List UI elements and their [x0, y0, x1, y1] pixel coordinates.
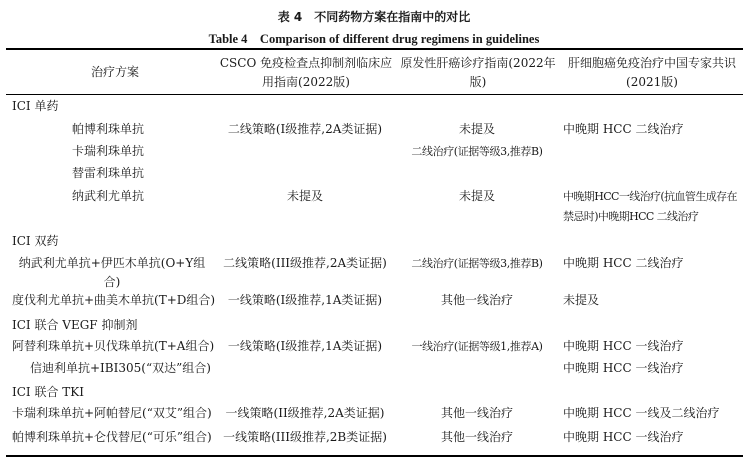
primary-liver-cell: 未提及: [458, 189, 495, 203]
header-expert-consensus: 肝细胞癌免疫治疗中国专家共识(2021版): [567, 56, 736, 89]
top-rule: [6, 48, 743, 50]
consensus-cell: 未提及: [563, 293, 600, 307]
table-caption-cn: 表 4 不同药物方案在指南中的对比: [277, 10, 471, 24]
csco-cell: 二线策略(I级推荐,2A类证据): [227, 122, 383, 136]
regimen-cell: 信迪利单抗+IBI305(“双达”组合): [30, 361, 211, 375]
csco-cell: 一线策略(III级推荐,2B类证据): [223, 430, 387, 444]
header-csco: CSCO 免疫检查点抑制剂临床应用指南(2022版): [219, 56, 393, 89]
consensus-cell: 中晚期 HCC 一线及二线治疗: [563, 406, 720, 420]
regimen-cell: 帕博利珠单抗: [72, 122, 145, 136]
regimen-cell: 卡瑞利珠单抗+阿帕替尼(“双艾”组合): [12, 406, 212, 420]
regimen-cell: 卡瑞利珠单抗: [72, 144, 145, 158]
consensus-cell: 中晚期 HCC 一线治疗: [563, 430, 684, 444]
regimen-cell: 纳武利尤单抗+伊匹木单抗(O+Y组合): [18, 256, 206, 289]
primary-liver-cell: 二线治疗(证据等级3,推荐B): [411, 145, 543, 158]
csco-cell: 一线策略(II级推荐,2A类证据): [225, 406, 385, 420]
csco-cell: 一线策略(I级推荐,1A类证据): [227, 293, 383, 307]
header-regimen: 治疗方案: [90, 65, 139, 79]
consensus-cell: 中晚期 HCC 二线治疗: [563, 122, 684, 136]
regimen-cell: 帕博利珠单抗+仑伐替尼(“可乐”组合): [12, 430, 212, 444]
regimen-cell: 替雷利珠单抗: [72, 166, 145, 180]
group-label: ICI 双药: [12, 234, 59, 248]
group-label: ICI 单药: [12, 99, 59, 113]
regimen-cell: 度伐利尤单抗+曲美木单抗(T+D组合): [12, 293, 216, 307]
consensus-cell: 中晚期 HCC 一线治疗: [563, 339, 684, 353]
regimen-cell: 阿替利珠单抗+贝伐珠单抗(T+A组合): [12, 339, 215, 353]
header-rule: [6, 94, 743, 95]
header-primary-liver: 原发性肝癌诊疗指南(2022年版): [400, 56, 556, 89]
table-caption-en: Table 4 Comparison of different drug regimens in guidelines: [208, 32, 540, 46]
primary-liver-cell: 其他一线治疗: [440, 430, 513, 444]
csco-cell: 未提及: [286, 189, 323, 203]
csco-cell: 二线策略(III级推荐,2A类证据): [223, 256, 387, 270]
primary-liver-cell: 一线治疗(证据等级1,推荐A): [411, 340, 543, 353]
regimen-cell: 纳武利尤单抗: [72, 189, 145, 203]
group-label: ICI 联合 VEGF 抑制剂: [12, 318, 138, 332]
group-label: ICI 联合 TKI: [12, 385, 85, 399]
primary-liver-cell: 二线治疗(证据等级3,推荐B): [411, 257, 543, 270]
bottom-rule: [6, 455, 743, 457]
primary-liver-cell: 其他一线治疗: [440, 293, 513, 307]
primary-liver-cell: 其他一线治疗: [440, 406, 513, 420]
consensus-cell: 中晚期 HCC 一线治疗: [563, 361, 684, 375]
consensus-cell: 中晚期 HCC 二线治疗: [563, 256, 684, 270]
primary-liver-cell: 未提及: [458, 122, 495, 136]
csco-cell: 一线策略(I级推荐,1A类证据): [227, 339, 383, 353]
consensus-cell: 中晚期HCC一线治疗(抗血管生成存在禁忌时)中晚期HCC 二线治疗: [563, 190, 737, 223]
